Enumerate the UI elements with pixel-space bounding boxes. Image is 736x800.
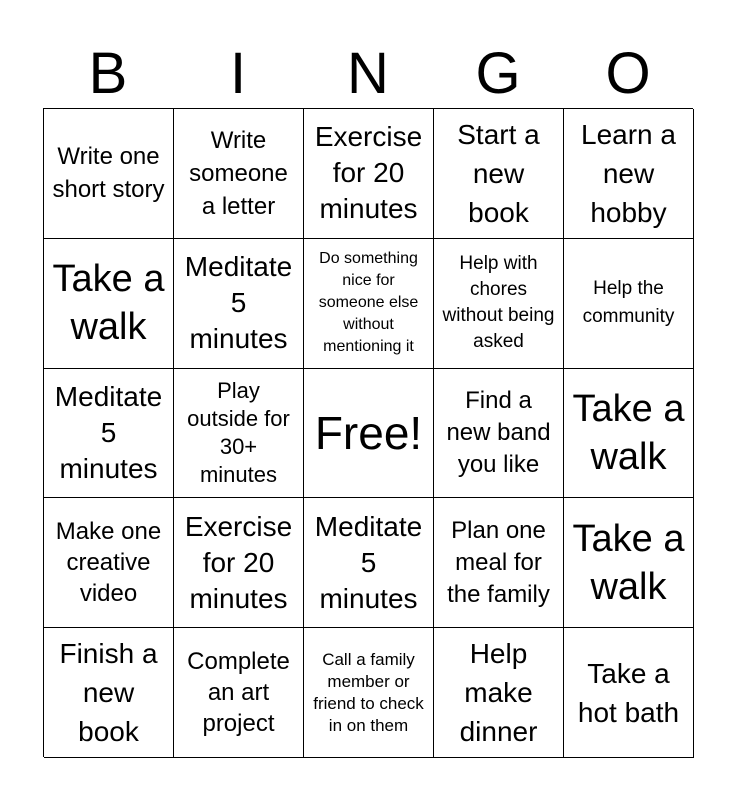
cell-text: Find a new band you like <box>446 386 551 478</box>
free-space: Free! <box>314 406 423 459</box>
cell-text: Learn a new hobby <box>581 118 676 228</box>
header-letter-g: G <box>475 41 521 106</box>
header-letter-i: I <box>229 41 247 106</box>
bingo-cell <box>44 628 174 758</box>
bingo-cell <box>434 498 564 628</box>
cell-text: Write one short story <box>52 143 165 204</box>
bingo-cell <box>174 369 304 499</box>
cell-text: Take a walk <box>572 387 685 478</box>
bingo-cell <box>304 628 434 758</box>
bingo-cell <box>304 498 434 628</box>
cell-text: Finish a new book <box>59 638 158 748</box>
bingo-cell <box>564 109 694 239</box>
cell-text: Call a family member or friend to check in on them <box>313 649 424 735</box>
cell-text: Make one creative video <box>55 518 162 608</box>
bingo-board <box>43 108 693 757</box>
bingo-cell <box>564 498 694 628</box>
header-letter-b: B <box>88 41 128 106</box>
cell-text: Play outside for 30+ minutes <box>187 377 290 487</box>
bingo-cell <box>304 239 434 369</box>
cell-text: Exercise for 20 minutes <box>184 510 293 614</box>
bingo-cell <box>174 628 304 758</box>
bingo-cell <box>44 109 174 239</box>
cell-text: Help with chores without being asked <box>442 253 555 353</box>
bingo-cell <box>304 369 434 499</box>
bingo-cell <box>44 498 174 628</box>
cell-text: Exercise for 20 minutes <box>314 121 423 225</box>
bingo-cell <box>44 369 174 499</box>
bingo-cell <box>564 369 694 499</box>
header-letter-o: O <box>605 41 651 106</box>
bingo-cell <box>174 239 304 369</box>
bingo-cell <box>564 628 694 758</box>
bingo-cell <box>564 239 694 369</box>
bingo-cell <box>434 369 564 499</box>
bingo-cell <box>174 498 304 628</box>
cell-text: Do something nice for someone else without mentioning it <box>318 250 419 356</box>
bingo-cell <box>434 109 564 239</box>
bingo-cell <box>304 109 434 239</box>
cell-text: Complete an art project <box>187 648 290 738</box>
cell-text: Take a walk <box>52 258 165 349</box>
header-letter-n: N <box>347 41 389 106</box>
bingo-cell <box>44 239 174 369</box>
cell-text: Take a walk <box>572 517 685 608</box>
cell-text: Meditate 5 minutes <box>54 380 163 484</box>
bingo-header <box>43 40 693 108</box>
bingo-cell <box>434 239 564 369</box>
cell-text: Take a hot bath <box>577 657 680 728</box>
cell-text: Help the community <box>582 278 675 328</box>
bingo-cell <box>434 628 564 758</box>
cell-text: Plan one meal for the family <box>447 516 550 608</box>
cell-text: Meditate 5 minutes <box>314 510 423 614</box>
bingo-cell <box>174 109 304 239</box>
cell-text: Write someone a letter <box>189 126 288 220</box>
cell-text: Help make dinner <box>459 638 538 748</box>
cell-text: Start a new book <box>457 118 540 228</box>
cell-text: Meditate 5 minutes <box>184 251 293 355</box>
